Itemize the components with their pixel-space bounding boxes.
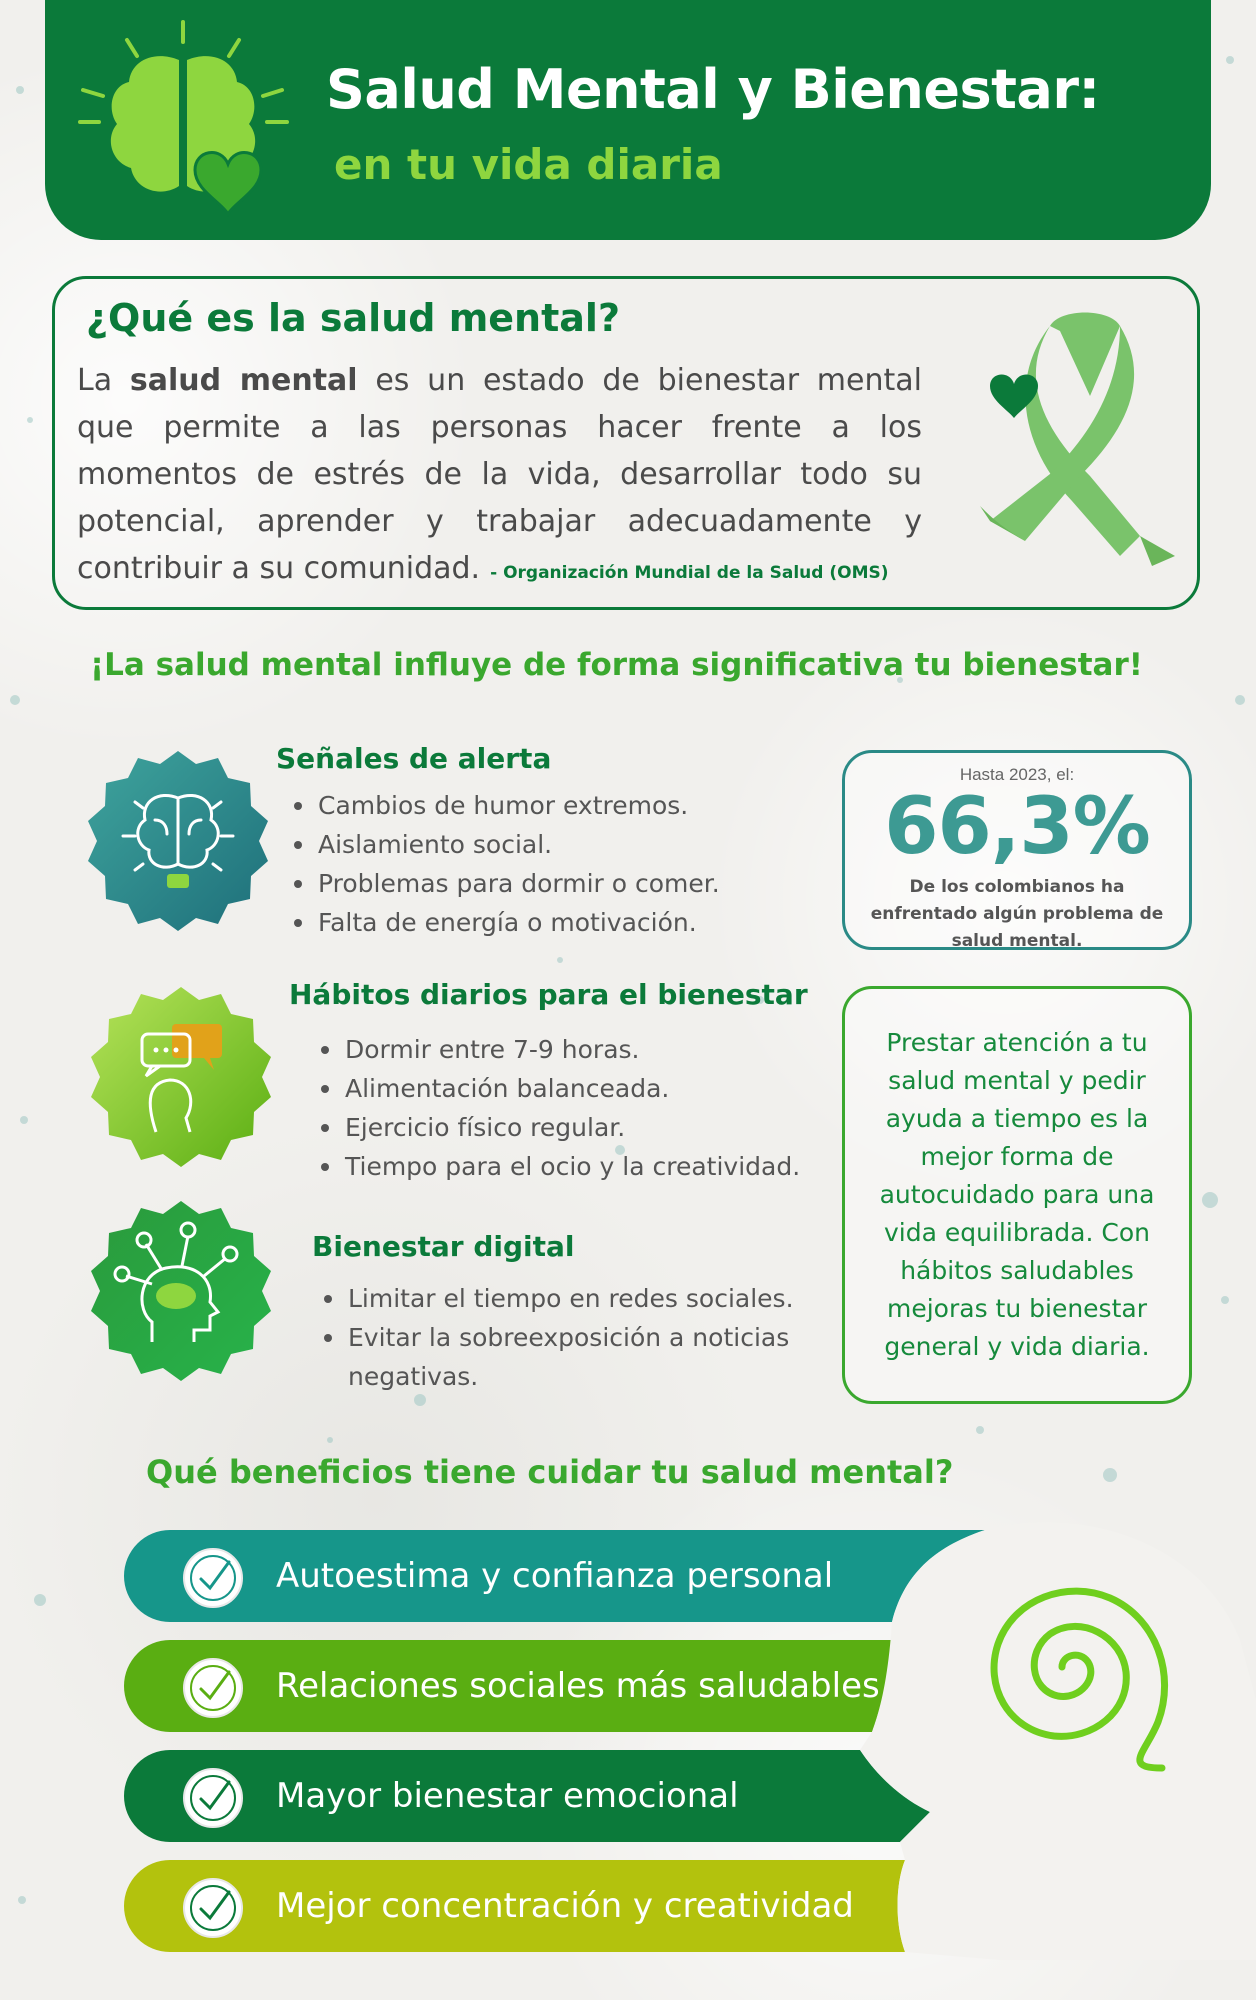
stat-prefix: Hasta 2023, el: [959, 765, 1075, 784]
list-item: Problemas para dormir o comer. [292, 864, 720, 903]
benefits-title: Qué beneficios tiene cuidar tu salud mental? [146, 1453, 954, 1491]
awareness-ribbon-icon [980, 306, 1180, 576]
check-icon [181, 1546, 245, 1610]
list-item: Ejercicio físico regular. [319, 1108, 800, 1147]
list-item: Evitar la sobreexposición a noticias negativas. [322, 1318, 818, 1396]
benefit-label: Relaciones sociales más saludables [276, 1666, 880, 1706]
definition-title: ¿Qué es la salud mental? [86, 296, 620, 340]
digital-title: Bienestar digital [312, 1230, 575, 1263]
list-item: Alimentación balanceada. [319, 1069, 800, 1108]
definition-prefix: La [77, 363, 130, 398]
brain-bulb-icon [83, 746, 273, 936]
list-item: Limitar el tiempo en redes sociales. [322, 1279, 818, 1318]
definition-text [77, 357, 922, 597]
tip-text: Prestar atención a tu salud mental y pedir ayuda a tiempo es la mejor forma de autocuidado para una vida equilibrada. Con hábitos saludables mejoras tu bienestar general y vida diaria. [879, 1028, 1155, 1361]
definition-rest: es un estado de bienestar mental que permite a las personas hacer frente a los momentos de estrés de la vida, desarrollar todo su potencial, aprender y trabajar adecuadamente y contribuir a su comunidad. [77, 363, 922, 586]
definition-source: - Organización Mundial de la Salud (OMS) [490, 563, 889, 583]
list-item: Dormir entre 7-9 horas. [319, 1030, 800, 1069]
list-item: Aislamiento social. [292, 825, 720, 864]
page-title: Salud Mental y Bienestar: [326, 58, 1100, 121]
alerts-list [292, 786, 720, 942]
list-item: Tiempo para el ocio y la creatividad. [319, 1147, 800, 1186]
check-icon [181, 1656, 245, 1720]
influence-heading: ¡La salud mental influye de forma significativa tu bienestar! [90, 647, 1143, 683]
page-subtitle: en tu vida diaria [334, 140, 723, 189]
stat-value: 66,3% [884, 782, 1150, 872]
benefit-label: Mayor bienestar emocional [276, 1776, 739, 1816]
list-item: Cambios de humor extremos. [292, 786, 720, 825]
mind-network-icon [86, 1196, 276, 1386]
digital-list [322, 1279, 818, 1396]
benefit-label: Mejor concentración y creatividad [276, 1886, 854, 1926]
list-item: Falta de energía o motivación. [292, 903, 720, 942]
brain-heart-icon [75, 20, 290, 230]
alerts-title: Señales de alerta [276, 742, 552, 775]
check-icon [181, 1876, 245, 1940]
benefit-label: Autoestima y confianza personal [276, 1556, 834, 1596]
conversation-icon [86, 982, 276, 1172]
stat-description: De los colombianos ha enfrentado algún problema de salud mental. [870, 877, 1164, 951]
spiral-head-icon [860, 1522, 1256, 1960]
habits-title: Hábitos diarios para el bienestar [289, 978, 808, 1011]
habits-list [319, 1030, 800, 1186]
definition-bold: salud mental [129, 363, 358, 398]
check-icon [181, 1766, 245, 1830]
